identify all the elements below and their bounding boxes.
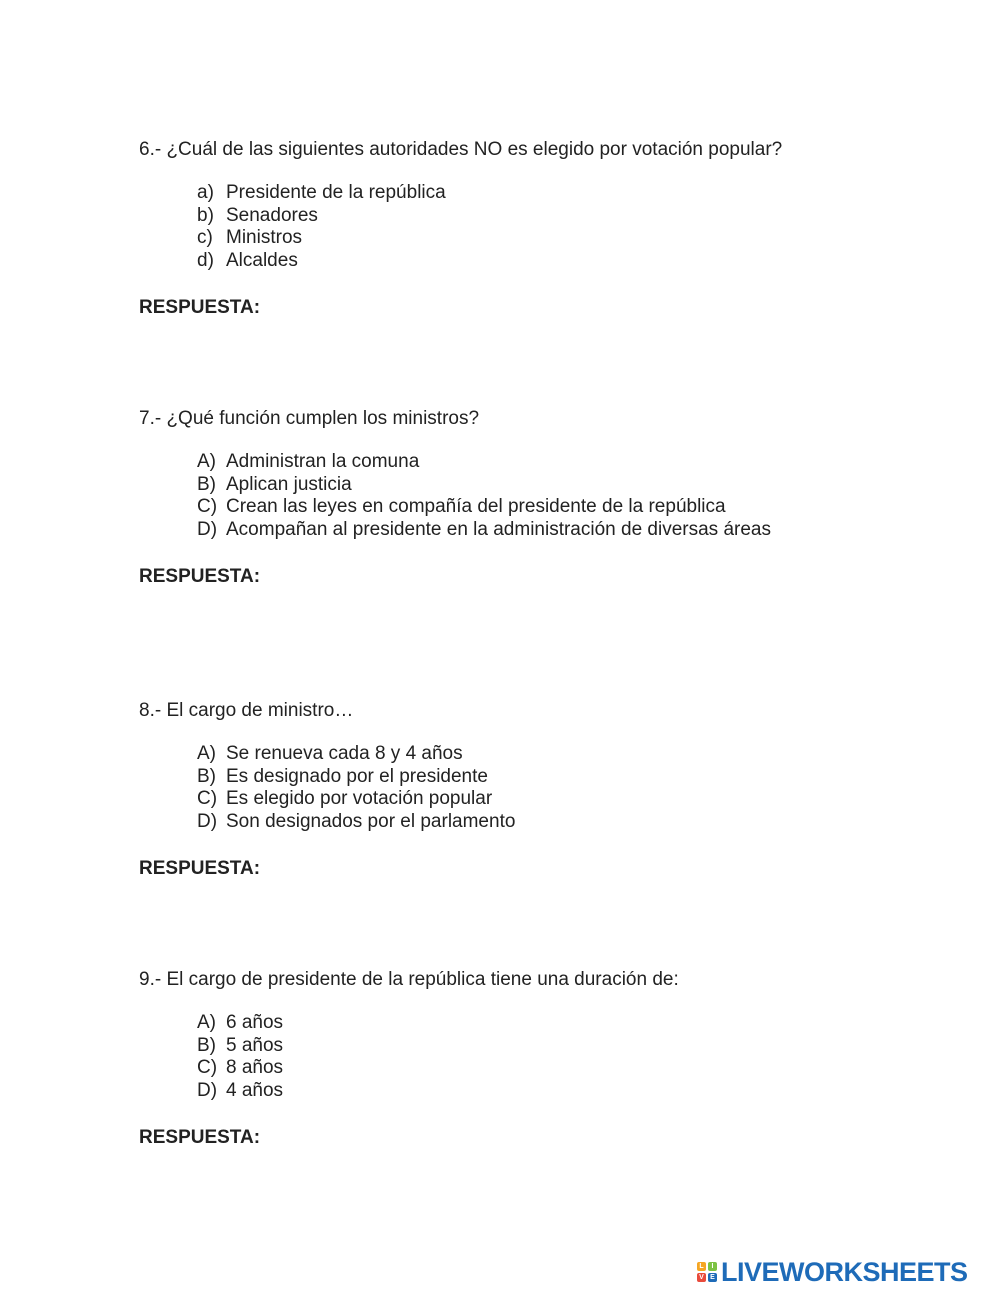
option-text: Alcaldes	[226, 250, 298, 272]
options-list	[197, 451, 959, 542]
option-letter: C)	[197, 496, 218, 518]
option-text: Crean las leyes en compañía del presidente de la república	[226, 496, 726, 518]
option-text: Es designado por el presidente	[226, 765, 488, 787]
options-list	[197, 743, 959, 834]
option-text: 6 años	[226, 1012, 284, 1033]
logo-mark-cell: L	[697, 1262, 706, 1271]
option-d[interactable]	[197, 250, 959, 273]
option-c[interactable]	[197, 496, 959, 519]
option-c[interactable]	[197, 1057, 959, 1080]
question-text: 6.- ¿Cuál de las siguientes autoridades NO es elegido por votación popular?	[139, 139, 783, 160]
option-d[interactable]	[197, 1080, 959, 1103]
option-text: 8 años	[226, 1057, 284, 1079]
question-text: 9.- El cargo de presidente de la república tiene una duración de:	[139, 969, 679, 990]
option-text: Son designados por el parlamento	[226, 811, 516, 833]
option-letter: D)	[197, 811, 218, 833]
option-letter: a)	[197, 182, 214, 203]
answer-label: RESPUESTA:	[139, 565, 261, 587]
option-text: Acompañan al presidente en la administración de diversas áreas	[226, 519, 771, 541]
option-a[interactable]	[197, 451, 959, 474]
question-9	[139, 969, 959, 1149]
answer-label: RESPUESTA:	[139, 1126, 261, 1148]
liveworksheets-logo	[697, 1258, 968, 1286]
option-text: Senadores	[226, 204, 318, 226]
options-list	[197, 1012, 959, 1103]
option-text: Administran la comuna	[226, 451, 420, 472]
option-letter: C)	[197, 788, 218, 810]
option-letter: C)	[197, 1057, 218, 1079]
option-c[interactable]	[197, 227, 959, 250]
options-list	[197, 182, 959, 273]
logo-mark-cell: V	[697, 1273, 706, 1282]
option-letter: D)	[197, 519, 218, 541]
question-8	[139, 700, 959, 880]
option-text: 5 años	[226, 1034, 284, 1056]
option-text: Presidente de la república	[226, 182, 446, 203]
question-text: 7.- ¿Qué función cumplen los ministros?	[139, 408, 480, 429]
question-text: 8.- El cargo de ministro…	[139, 700, 354, 721]
option-letter: A)	[197, 1012, 216, 1033]
logo-text: LIVEWORKSHEETS	[721, 1257, 968, 1287]
option-text: Se renueva cada 8 y 4 años	[226, 743, 463, 764]
option-a[interactable]	[197, 743, 959, 766]
option-b[interactable]	[197, 766, 959, 789]
option-letter: B)	[197, 765, 216, 787]
option-letter: b)	[197, 204, 214, 226]
question-7	[139, 408, 959, 588]
option-letter: D)	[197, 1080, 218, 1102]
option-a[interactable]	[197, 182, 959, 205]
option-d[interactable]	[197, 519, 959, 542]
option-text: Aplican justicia	[226, 473, 352, 495]
logo-mark-cell: E	[708, 1273, 717, 1282]
option-letter: c)	[197, 227, 213, 249]
option-letter: B)	[197, 1034, 216, 1056]
option-a[interactable]	[197, 1012, 959, 1035]
answer-label: RESPUESTA:	[139, 857, 261, 879]
option-b[interactable]	[197, 205, 959, 228]
option-text: Ministros	[226, 227, 303, 249]
logo-mark-icon	[697, 1262, 717, 1282]
option-c[interactable]	[197, 788, 959, 811]
option-b[interactable]	[197, 474, 959, 497]
question-6	[139, 139, 959, 319]
option-letter: d)	[197, 250, 214, 272]
option-letter: B)	[197, 473, 216, 495]
answer-label: RESPUESTA:	[139, 296, 261, 318]
option-text: 4 años	[226, 1080, 284, 1102]
logo-mark-cell: I	[708, 1262, 717, 1271]
option-d[interactable]	[197, 811, 959, 834]
option-b[interactable]	[197, 1035, 959, 1058]
option-letter: A)	[197, 743, 216, 764]
option-text: Es elegido por votación popular	[226, 788, 493, 810]
option-letter: A)	[197, 451, 216, 472]
